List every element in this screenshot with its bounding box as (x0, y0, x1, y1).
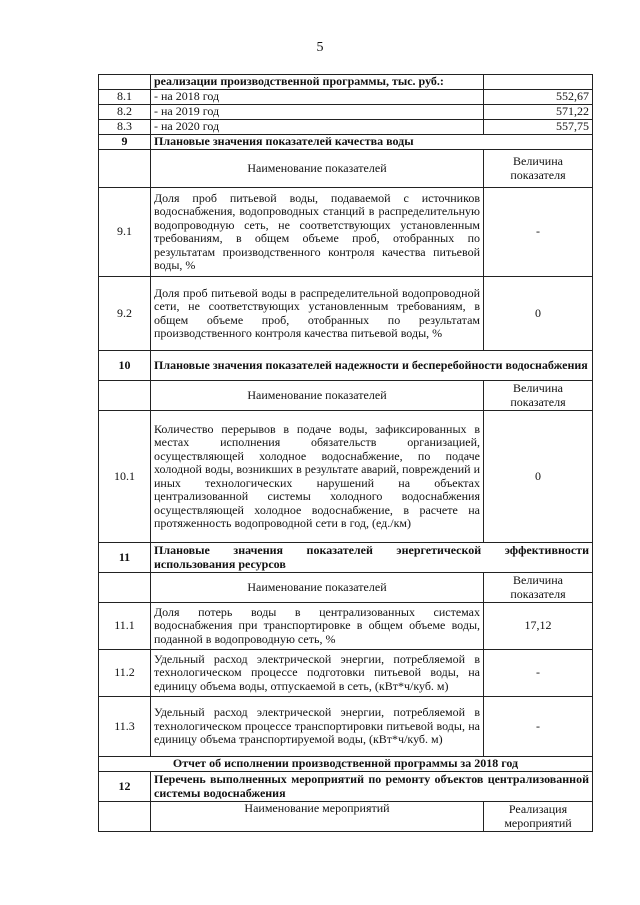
section-header-row (99, 772, 593, 802)
column-header-name: Наименование мероприятий (151, 802, 484, 832)
section-header-row (99, 543, 593, 573)
row-label: - на 2019 год (151, 105, 484, 120)
column-header-value: Реализация мероприятий (484, 802, 593, 832)
table-row (99, 105, 593, 120)
row-number: 8.3 (99, 120, 151, 135)
row-number: 10.1 (99, 411, 151, 543)
row-text: Доля проб питьевой воды, подаваемой с источников водоснабжения, водопроводных станций в распределительную водопроводную сеть, не соответствующих установленным требованиям, в общем объеме проб, отобранных по результатам производственного контроля качества питьевой воды, % (151, 188, 484, 277)
table-row (99, 75, 593, 90)
row-value: 557,75 (484, 120, 593, 135)
row-label: - на 2020 год (151, 120, 484, 135)
section-title: Плановые значения показателей качества воды (151, 135, 593, 150)
column-header-name: Наименование показателей (151, 381, 484, 411)
column-header-name: Наименование показателей (151, 573, 484, 603)
row-value: 552,67 (484, 90, 593, 105)
row-number: 11.3 (99, 697, 151, 757)
column-header-row (99, 573, 593, 603)
table-row (99, 188, 593, 277)
section-header-row (99, 351, 593, 381)
table-row (99, 90, 593, 105)
table-row (99, 697, 593, 757)
row-number: 9.1 (99, 188, 151, 277)
table-row (99, 603, 593, 650)
section-number: 12 (99, 772, 151, 802)
row-text: Доля проб питьевой воды в распределительной водопроводной сети, не соответствующих установленным требованиям, в общем объеме проб, отобранных по результатам производственного контроля качества питьевой воды, % (151, 277, 484, 351)
report-title-row (99, 757, 593, 772)
section-title: Плановые значения показателей надежности и бесперебойности водоснабжения (151, 351, 593, 381)
page-number: 5 (316, 40, 324, 55)
column-header-row (99, 150, 593, 188)
row-number: 8.2 (99, 105, 151, 120)
row-label: - на 2018 год (151, 90, 484, 105)
column-header-value: Величина показателя (484, 150, 593, 188)
table-row (99, 411, 593, 543)
column-header-name: Наименование показателей (151, 150, 484, 188)
section-title: Плановые значения показателей энергетической эффективности использования ресурсов (151, 543, 593, 573)
row-number: 11.2 (99, 650, 151, 697)
section-title: Перечень выполненных мероприятий по ремонту объектов централизованной системы водоснабжения (151, 772, 593, 802)
row-value: 0 (484, 411, 593, 543)
column-header-row (99, 802, 593, 832)
indicators-table (98, 74, 593, 832)
table-row (99, 277, 593, 351)
row-value: - (484, 697, 593, 757)
row-number: 9.2 (99, 277, 151, 351)
row-value: - (484, 188, 593, 277)
row-value: 0 (484, 277, 593, 351)
report-title: Отчет об исполнении производственной программы за 2018 год (99, 757, 593, 772)
row-value: 17,12 (484, 603, 593, 650)
section-number: 11 (99, 543, 151, 573)
row-value: 571,22 (484, 105, 593, 120)
row-number: 8.1 (99, 90, 151, 105)
row-text: Доля потерь воды в централизованных системах водоснабжения при транспортировке в общем объеме воды, поданной в водопроводную сеть, % (151, 603, 484, 650)
row-text: Удельный расход электрической энергии, потребляемой в технологическом процессе подготовки питьевой воды, на единицу объема воды, отпускаемой в сеть, (кВт*ч/куб. м) (151, 650, 484, 697)
section-header-row (99, 135, 593, 150)
section-number: 9 (99, 135, 151, 150)
table-row (99, 650, 593, 697)
column-header-row (99, 381, 593, 411)
row-label: реализации производственной программы, тыс. руб.: (151, 75, 484, 90)
column-header-value: Величина показателя (484, 381, 593, 411)
table-row (99, 120, 593, 135)
row-text: Количество перерывов в подаче воды, зафиксированных в местах исполнения обязательств организацией, осуществляющей холодное водоснабжение, по подаче холодной воды, возникших в результате аварий, повреждений и иных технологических нарушений на объектах централизованной системы холодного водоснабжения осуществляющей холодное водоснабжение, в расчете на протяженность водопроводной сети в год, (ед./км) (151, 411, 484, 543)
section-number: 10 (99, 351, 151, 381)
column-header-value: Величина показателя (484, 573, 593, 603)
row-number: 11.1 (99, 603, 151, 650)
row-text: Удельный расход электрической энергии, потребляемой в технологическом процессе транспортировки питьевой воды, на единицу объема транспортируемой воды, (кВт*ч/куб. м) (151, 697, 484, 757)
row-value: - (484, 650, 593, 697)
